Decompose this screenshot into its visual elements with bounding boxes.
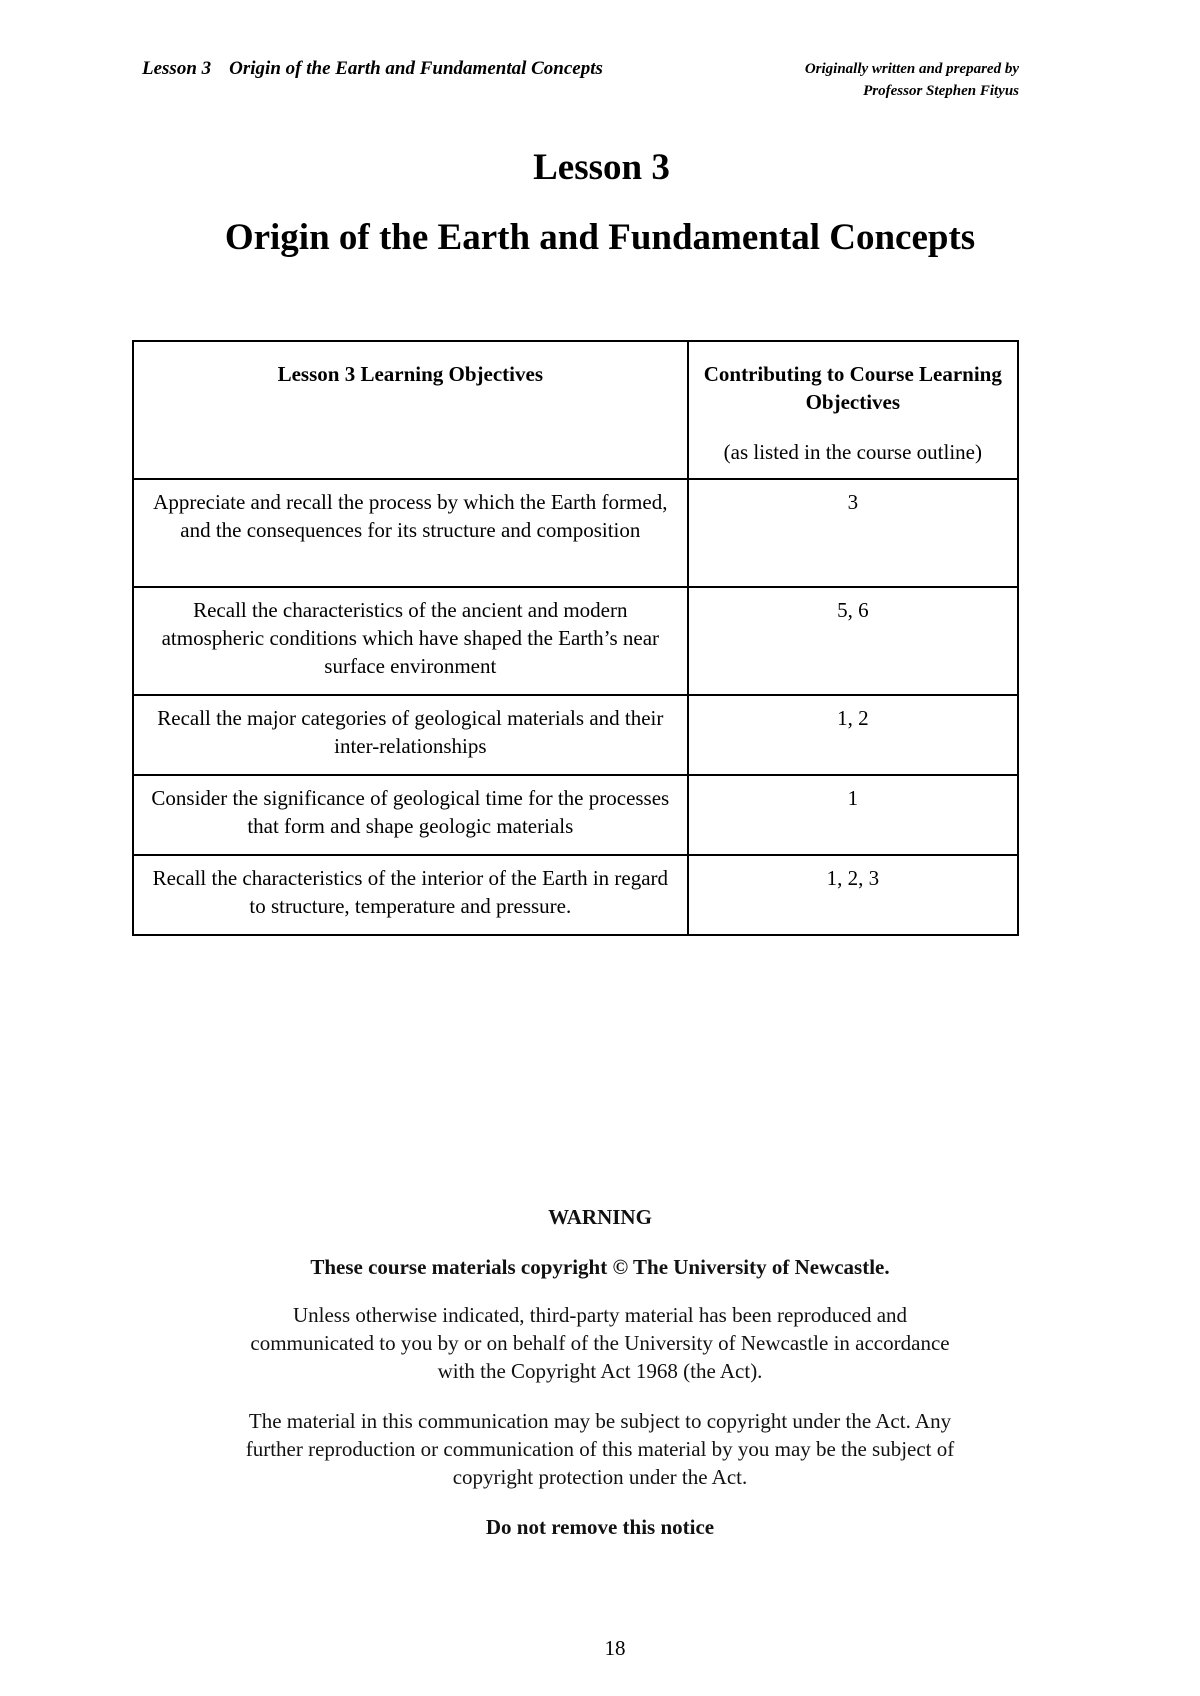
table-row bbox=[133, 479, 1018, 587]
table-header-row bbox=[133, 341, 1018, 479]
warning-paragraph-2: The material in this communication may be subject to copyright under the Act. Any further reproduction or communication of this material by you may be the subject of copyright protection under the Act. bbox=[245, 1409, 955, 1489]
col-header-objectives: Lesson 3 Learning Objectives bbox=[133, 341, 688, 479]
running-header-left bbox=[142, 58, 603, 80]
page-title-lesson: Lesson 3 bbox=[533, 147, 670, 188]
course-objective-cell: 1, 2, 3 bbox=[688, 855, 1018, 935]
header-lesson: Lesson 3 bbox=[142, 58, 212, 79]
warning-footer: Do not remove this notice bbox=[485, 1515, 715, 1539]
objective-cell: Recall the characteristics of the ancient and modern atmospheric conditions which have shaped the Earth’s near surface environment bbox=[133, 587, 688, 695]
table-row bbox=[133, 855, 1018, 935]
warning-paragraph-1: Unless otherwise indicated, third-party material has been reproduced and communicated to you by or on behalf of the University of Newcastle in accordance with the Copyright Act 1968 (the Act). bbox=[250, 1303, 950, 1383]
objective-cell: Appreciate and recall the process by which the Earth formed, and the consequences for its structure and composition bbox=[133, 479, 688, 587]
objective-cell: Consider the significance of geological time for the processes that form and shape geologic materials bbox=[133, 775, 688, 855]
header-credit-line1: Originally written and prepared by bbox=[804, 61, 1019, 77]
header-credit-line2: Professor Stephen Fityus bbox=[863, 83, 1019, 99]
col-header-course-label: Contributing to Course Learning Objectives bbox=[703, 362, 1002, 414]
page-title-topic: Origin of the Earth and Fundamental Concepts bbox=[224, 217, 976, 258]
table-row bbox=[133, 587, 1018, 695]
course-objective-cell: 5, 6 bbox=[688, 587, 1018, 695]
table-row bbox=[133, 695, 1018, 775]
col-header-note: (as listed in the course outline) bbox=[723, 440, 982, 464]
objectives-table bbox=[132, 340, 1019, 936]
header-topic: Origin of the Earth and Fundamental Concepts bbox=[229, 58, 603, 79]
objective-cell: Recall the characteristics of the interior of the Earth in regard to structure, temperature and pressure. bbox=[133, 855, 688, 935]
course-objective-cell: 3 bbox=[688, 479, 1018, 587]
col-header-course-objectives bbox=[688, 341, 1018, 479]
warning-title: WARNING bbox=[548, 1205, 652, 1229]
warning-copyright: These course materials copyright © The University of Newcastle. bbox=[310, 1255, 890, 1279]
objective-cell: Recall the major categories of geological materials and their inter-relationships bbox=[133, 695, 688, 775]
course-objective-cell: 1, 2 bbox=[688, 695, 1018, 775]
table-row bbox=[133, 775, 1018, 855]
page-number: 18 bbox=[604, 1636, 626, 1660]
course-objective-cell: 1 bbox=[688, 775, 1018, 855]
copyright-warning bbox=[0, 1203, 1200, 1541]
running-header-right bbox=[805, 58, 1019, 102]
